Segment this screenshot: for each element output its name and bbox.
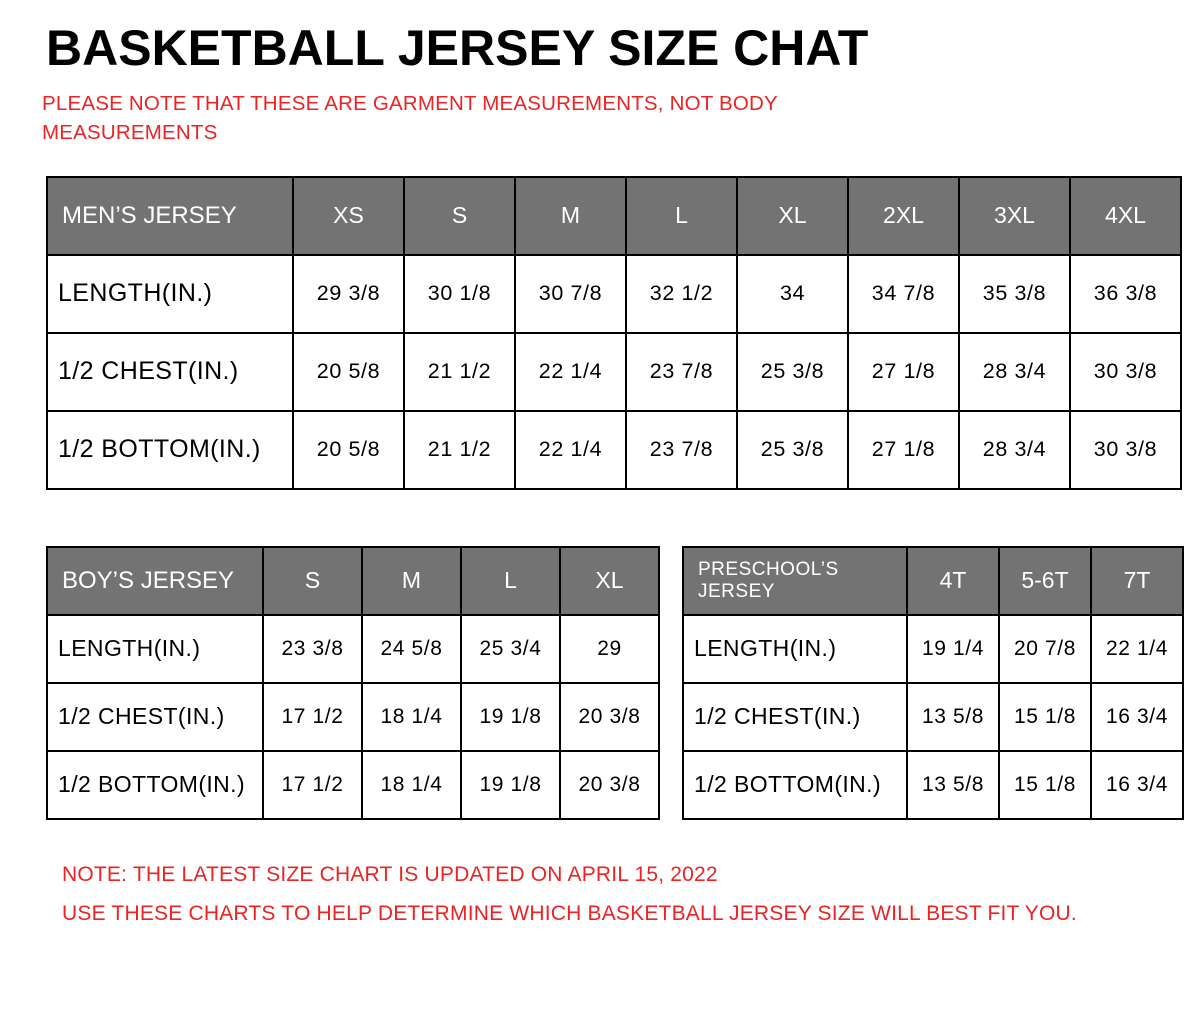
table-cell: 20 3/8 (560, 683, 659, 751)
bottom-note-usage: USE THESE CHARTS TO HELP DETERMINE WHICH BASKETBALL JERSEY SIZE WILL BEST FIT YOU. (62, 901, 1077, 925)
table-row (47, 615, 659, 683)
table-cell: 19 1/8 (461, 751, 560, 819)
row-label: 1/2 CHEST(IN.) (47, 683, 263, 751)
table-cell: 28 3/4 (959, 411, 1070, 489)
mens-jersey-size-table (46, 176, 1182, 490)
column-header: XL (737, 177, 848, 255)
table-cell: 22 1/4 (515, 411, 626, 489)
table-header-row (47, 177, 1181, 255)
table-cell: 27 1/8 (848, 333, 959, 411)
table-cell: 20 7/8 (999, 615, 1091, 683)
table-cell: 13 5/8 (907, 751, 999, 819)
table-cell: 23 7/8 (626, 411, 737, 489)
row-label: 1/2 BOTTOM(IN.) (47, 751, 263, 819)
preschool-jersey-size-table (682, 546, 1184, 820)
table-cell: 35 3/8 (959, 255, 1070, 333)
column-header: 4T (907, 547, 999, 615)
table-cell: 34 (737, 255, 848, 333)
table-cell: 34 7/8 (848, 255, 959, 333)
row-label: LENGTH(IN.) (47, 615, 263, 683)
table-cell: 16 3/4 (1091, 683, 1183, 751)
table-cell: 22 1/4 (515, 333, 626, 411)
table-cell: 19 1/8 (461, 683, 560, 751)
column-header: PRESCHOOL’S JERSEY (683, 547, 907, 615)
table-cell: 36 3/8 (1070, 255, 1181, 333)
table-cell: 23 3/8 (263, 615, 362, 683)
column-header: 3XL (959, 177, 1070, 255)
column-header: 2XL (848, 177, 959, 255)
table-header-row (47, 547, 659, 615)
table-cell: 27 1/8 (848, 411, 959, 489)
table-cell: 21 1/2 (404, 333, 515, 411)
row-label: LENGTH(IN.) (47, 255, 293, 333)
row-label: 1/2 CHEST(IN.) (47, 333, 293, 411)
table-cell: 30 1/8 (404, 255, 515, 333)
table-cell: 20 3/8 (560, 751, 659, 819)
page-title: BASKETBALL JERSEY SIZE CHAT (46, 20, 869, 76)
top-note: PLEASE NOTE THAT THESE ARE GARMENT MEASUREMENTS, NOT BODY MEASUREMENTS (42, 91, 778, 145)
bottom-notes (62, 856, 1176, 934)
column-header: S (404, 177, 515, 255)
table-header-row (683, 547, 1183, 615)
table-row (683, 683, 1183, 751)
lower-tables-row (46, 546, 1176, 820)
table-row (47, 683, 659, 751)
table-row (683, 751, 1183, 819)
row-label: 1/2 CHEST(IN.) (683, 683, 907, 751)
table-cell: 22 1/4 (1091, 615, 1183, 683)
table-cell: 23 7/8 (626, 333, 737, 411)
boys-jersey-size-table (46, 546, 660, 820)
table-cell: 30 3/8 (1070, 333, 1181, 411)
column-header: XL (560, 547, 659, 615)
column-header: 5-6T (999, 547, 1091, 615)
column-header: M (515, 177, 626, 255)
table-cell: 17 1/2 (263, 683, 362, 751)
table-cell: 17 1/2 (263, 751, 362, 819)
column-header: L (626, 177, 737, 255)
table-row (47, 255, 1181, 333)
table-cell: 15 1/8 (999, 751, 1091, 819)
table-cell: 13 5/8 (907, 683, 999, 751)
table-cell: 20 5/8 (293, 333, 404, 411)
column-header: L (461, 547, 560, 615)
column-header: S (263, 547, 362, 615)
table-cell: 30 3/8 (1070, 411, 1181, 489)
column-header: BOY’S JERSEY (47, 547, 263, 615)
table-cell: 19 1/4 (907, 615, 999, 683)
table-cell: 25 3/8 (737, 411, 848, 489)
table-row (47, 751, 659, 819)
table-cell: 30 7/8 (515, 255, 626, 333)
table-row (47, 333, 1181, 411)
table-cell: 24 5/8 (362, 615, 461, 683)
column-header: 4XL (1070, 177, 1181, 255)
column-header: XS (293, 177, 404, 255)
table-cell: 29 3/8 (293, 255, 404, 333)
bottom-note-update: NOTE: THE LATEST SIZE CHART IS UPDATED ON APRIL 15, 2022 (62, 862, 718, 886)
column-header: MEN’S JERSEY (47, 177, 293, 255)
row-label: LENGTH(IN.) (683, 615, 907, 683)
table-row (683, 615, 1183, 683)
table-cell: 29 (560, 615, 659, 683)
column-header: 7T (1091, 547, 1183, 615)
table-cell: 20 5/8 (293, 411, 404, 489)
table-cell: 15 1/8 (999, 683, 1091, 751)
size-chart-page (0, 22, 1200, 1029)
table-cell: 28 3/4 (959, 333, 1070, 411)
row-label: 1/2 BOTTOM(IN.) (47, 411, 293, 489)
table-cell: 16 3/4 (1091, 751, 1183, 819)
table-cell: 25 3/4 (461, 615, 560, 683)
table-cell: 18 1/4 (362, 751, 461, 819)
table-cell: 18 1/4 (362, 683, 461, 751)
row-label: 1/2 BOTTOM(IN.) (683, 751, 907, 819)
table-row (47, 411, 1181, 489)
table-cell: 21 1/2 (404, 411, 515, 489)
column-header: M (362, 547, 461, 615)
table-cell: 32 1/2 (626, 255, 737, 333)
table-cell: 25 3/8 (737, 333, 848, 411)
